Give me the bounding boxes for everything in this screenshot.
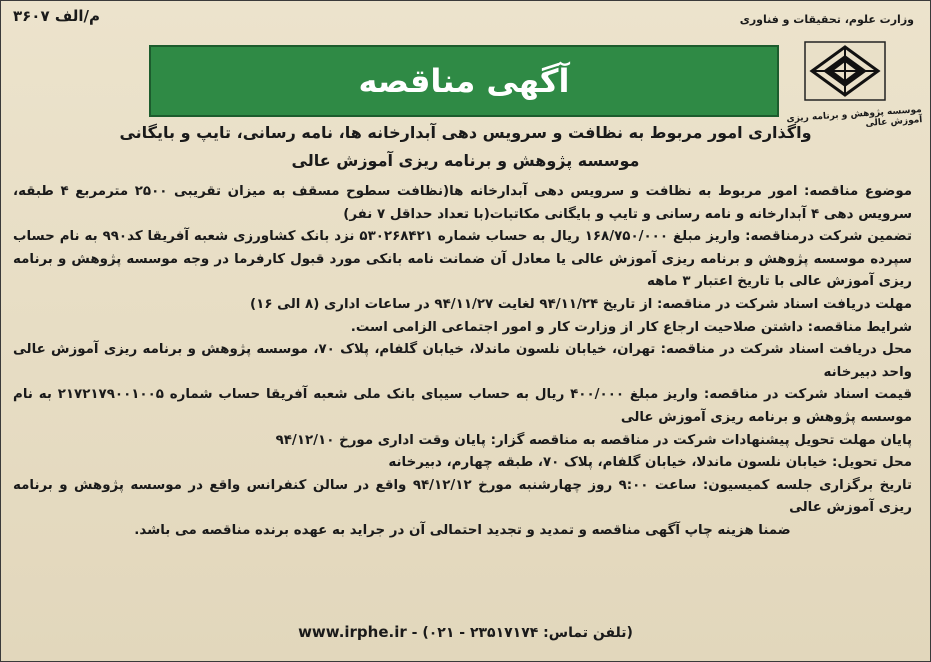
title-banner: [149, 45, 779, 117]
notice-code: م/الف ۳۶۰۷: [13, 7, 100, 25]
institute-emblem-icon: [804, 41, 886, 101]
headline-line-1: واگذاری امور مربوط به نظافت و سرویس دهی آبدارخانه ها، نامه رسانی، تایپ و بایگانی: [119, 123, 812, 142]
contact-line: [1, 623, 930, 641]
advert-cost-note: ضمنا هزینه چاپ آگهی مناقصه و تمدید و تجدید احتمالی آن در جراید به عهده برنده مناقصه می باشد.: [134, 522, 791, 538]
notice-body: [13, 181, 912, 543]
website-link[interactable]: www.irphe.ir: [298, 623, 407, 641]
participation-guarantee: تضمین شرکت درمناقصه: واریز مبلغ ۱۶۸/۷۵۰/۰۰۰ ریال به حساب شماره ۵۳۰۲۶۸۴۲۱ نزد بانک کشاورزی شعبه آفریقا کد۹۹۰ به نام حساب سپرده موسسه پژوهش و برنامه ریزی آموزش عالی یا معادل آن ضمانت نامه بانکی مورد قبول کارفرما در وجه موسسه پژوهش و برنامه ریزی آموزش عالی با تاریخ اعتبار ۳ ماهه: [13, 229, 913, 290]
headline-line-2: موسسه پژوهش و برنامه ریزی آموزش عالی: [291, 151, 640, 170]
document-location: محل دریافت اسناد شرکت در مناقصه: تهران، خیابان نلسون ماندلا، خیابان گلفام، پلاک ۷۰، موسسه پژوهش و برنامه ریزی آموزش عالی واحد دبیرخانه: [13, 342, 913, 380]
submission-deadline: پایان مهلت تحویل پیشنهادات شرکت در مناقصه به مناقصه گزار: پایان وقت اداری مورخ ۹۴/۱۲/۱۰: [275, 432, 912, 448]
ministry-name: وزارت علوم، تحقیقات و فناوری: [739, 13, 914, 26]
institute-name: موسسه پژوهش و برنامه ریزی آموزش عالی: [786, 105, 923, 129]
contact-phone: (تلفن تماس: ۲۳۵۱۷۱۷۴ - ۰۲۱) -: [411, 625, 633, 641]
banner-title: آگهی مناقصه: [358, 62, 570, 100]
tender-conditions: شرایط مناقصه: داشتن صلاحیت ارجاع کار از وزارت کار و امور اجتماعی الزامی است.: [350, 319, 912, 335]
document-deadline: مهلت دریافت اسناد شرکت در مناقصه: از تاریخ ۹۴/۱۱/۲۴ لغایت ۹۴/۱۱/۲۷ در ساعات اداری (۸ الی ۱۶): [250, 296, 912, 312]
delivery-location: محل تحویل: خیابان نلسون ماندلا، خیابان گلفام، پلاک ۷۰، طبقه چهارم، دبیرخانه: [388, 455, 912, 471]
document-price: قیمت اسناد شرکت در مناقصه: واریز مبلغ ۴۰۰/۰۰۰ ریال به حساب سیبای بانک ملی شعبه آفریقا حساب شماره ۲۱۷۲۱۷۹۰۰۱۰۰۵ به نام موسسه پژوهش و برنامه ریزی آموزش عالی: [13, 387, 913, 425]
commission-meeting: تاریخ برگزاری جلسه کمیسیون: ساعت ۹:۰۰ روز چهارشنبه مورخ ۹۴/۱۲/۱۲ واقع در سالن کنفرانس واقع در موسسه پژوهش و برنامه ریزی آموزش عالی: [13, 477, 913, 516]
tender-subject: موضوع مناقصه: امور مربوط به نظافت و سرویس دهی آبدارخانه ها(نظافت سطوح مسقف به میزان تقریبی ۲۵۰۰ مترمربع ۴ طبقه، سرویس دهی ۴ آبدارخانه و نامه رسانی و تایپ و بایگانی مکاتبات(با تعداد حداقل ۷ نفر): [13, 184, 913, 222]
